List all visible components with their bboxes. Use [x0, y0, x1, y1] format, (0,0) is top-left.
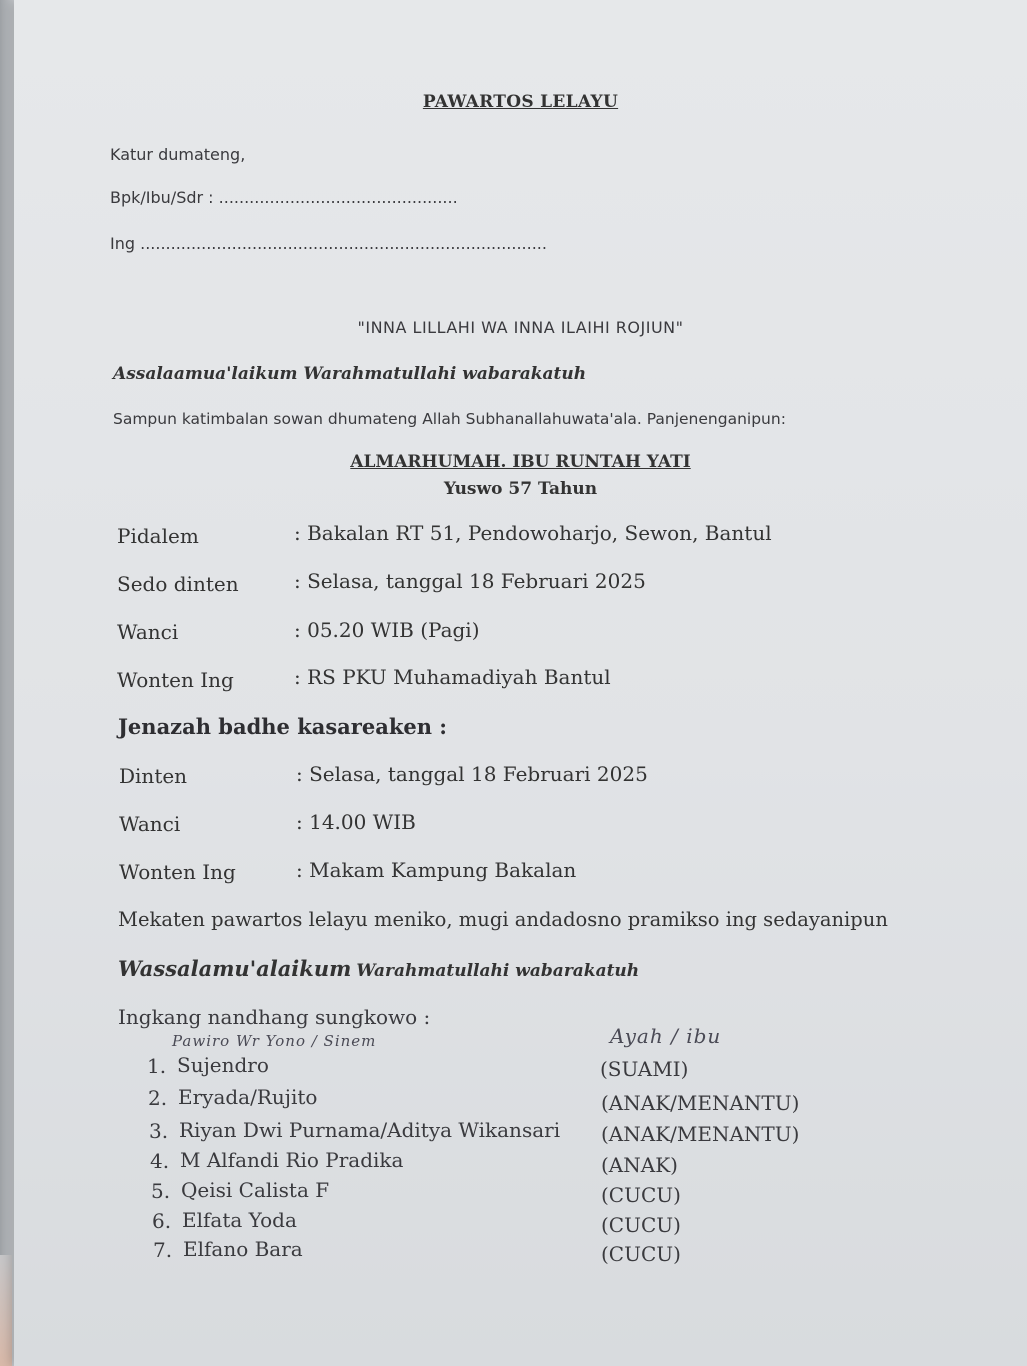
- mourner-number: 4.: [150, 1149, 170, 1173]
- detail-label-wanci: Wanci: [117, 620, 179, 644]
- mourner-name: Elfata Yoda: [182, 1208, 297, 1232]
- mourner-name: Eryada/Rujito: [178, 1085, 318, 1109]
- mourner-number: 5.: [151, 1179, 171, 1203]
- salam-opening: Assalaamua'laikum Warahmatullahi wabarakatuh: [113, 364, 587, 384]
- burial-value-wanci: : 14.00 WIB: [296, 810, 416, 834]
- detail-value-sedo-dinten: : Selasa, tanggal 18 Februari 2025: [294, 569, 646, 593]
- mourner-relation: (CUCU): [601, 1213, 681, 1237]
- closing-text: Mekaten pawartos lelayu meniko, mugi andadosno pramikso ing sedayanipun: [118, 908, 888, 931]
- mourner-relation: (CUCU): [601, 1242, 681, 1266]
- detail-label-wonten-ing: Wonten Ing: [117, 668, 234, 692]
- recipient-name-line: Bpk/Ibu/Sdr : ...............................................: [110, 188, 458, 207]
- mourner-name: M Alfandi Rio Pradika: [180, 1148, 404, 1172]
- deceased-name: ALMARHUMAH. IBU RUNTAH YATI: [350, 452, 691, 472]
- handwritten-parents-names: Pawiro Wr Yono / Sinem: [172, 1032, 377, 1050]
- document-title: PAWARTOS LELAYU: [422, 92, 619, 112]
- recipient-greeting: Katur dumateng,: [110, 145, 246, 164]
- burial-label-wanci: Wanci: [119, 812, 181, 836]
- mourner-relation: (ANAK/MENANTU): [601, 1091, 800, 1115]
- burial-heading: Jenazah badhe kasareaken :: [118, 714, 448, 739]
- mourner-name: Elfano Bara: [183, 1237, 303, 1261]
- page-edge-shadow: [0, 0, 14, 1366]
- mourner-number: 7.: [153, 1238, 173, 1262]
- mourner-relation: (CUCU): [601, 1183, 681, 1207]
- detail-value-wonten-ing: : RS PKU Muhamadiyah Bantul: [294, 665, 611, 689]
- burial-label-wonten-ing: Wonten Ing: [119, 860, 236, 884]
- mourner-name: Riyan Dwi Purnama/Aditya Wikansari: [179, 1118, 561, 1142]
- detail-value-pidalem: : Bakalan RT 51, Pendowoharjo, Sewon, Bantul: [294, 521, 772, 545]
- detail-value-wanci: : 05.20 WIB (Pagi): [294, 618, 480, 642]
- recipient-place-line: Ing ................................................................................: [110, 234, 547, 253]
- mourner-relation: (ANAK): [601, 1153, 678, 1177]
- background-object: [0, 1255, 12, 1366]
- mourner-number: 3.: [149, 1119, 169, 1143]
- mourner-name: Qeisi Calista F: [181, 1178, 330, 1202]
- mourner-number: 2.: [148, 1086, 168, 1110]
- detail-label-sedo-dinten: Sedo dinten: [117, 572, 239, 596]
- mourner-number: 1.: [147, 1054, 167, 1078]
- mourners-heading: Ingkang nandhang sungkowo :: [118, 1005, 431, 1029]
- burial-label-dinten: Dinten: [119, 764, 188, 788]
- salam-closing-part1: Wassalamu'alaikum: [118, 956, 352, 981]
- mourner-relation: (ANAK/MENANTU): [601, 1122, 800, 1146]
- salam-closing-part2: Warahmatullahi wabarakatuh: [356, 961, 640, 981]
- burial-value-wonten-ing: : Makam Kampung Bakalan: [296, 858, 577, 882]
- salam-closing: [118, 956, 639, 981]
- document-paper: [14, 0, 1027, 1366]
- mourner-name: Sujendro: [177, 1053, 269, 1077]
- deceased-age: Yuswo 57 Tahun: [443, 479, 598, 499]
- quote-line: "INNA LILLAHI WA INNA ILAIHI ROJIUN": [357, 318, 684, 337]
- mourner-number: 6.: [152, 1209, 172, 1233]
- handwritten-parents-relation: Ayah / ibu: [610, 1024, 722, 1048]
- mourner-relation: (SUAMI): [600, 1057, 689, 1081]
- intro-text: Sampun katimbalan sowan dhumateng Allah Subhanallahuwata'ala. Panjenenganipun:: [113, 410, 786, 428]
- detail-label-pidalem: Pidalem: [117, 524, 199, 548]
- burial-value-dinten: : Selasa, tanggal 18 Februari 2025: [296, 762, 648, 786]
